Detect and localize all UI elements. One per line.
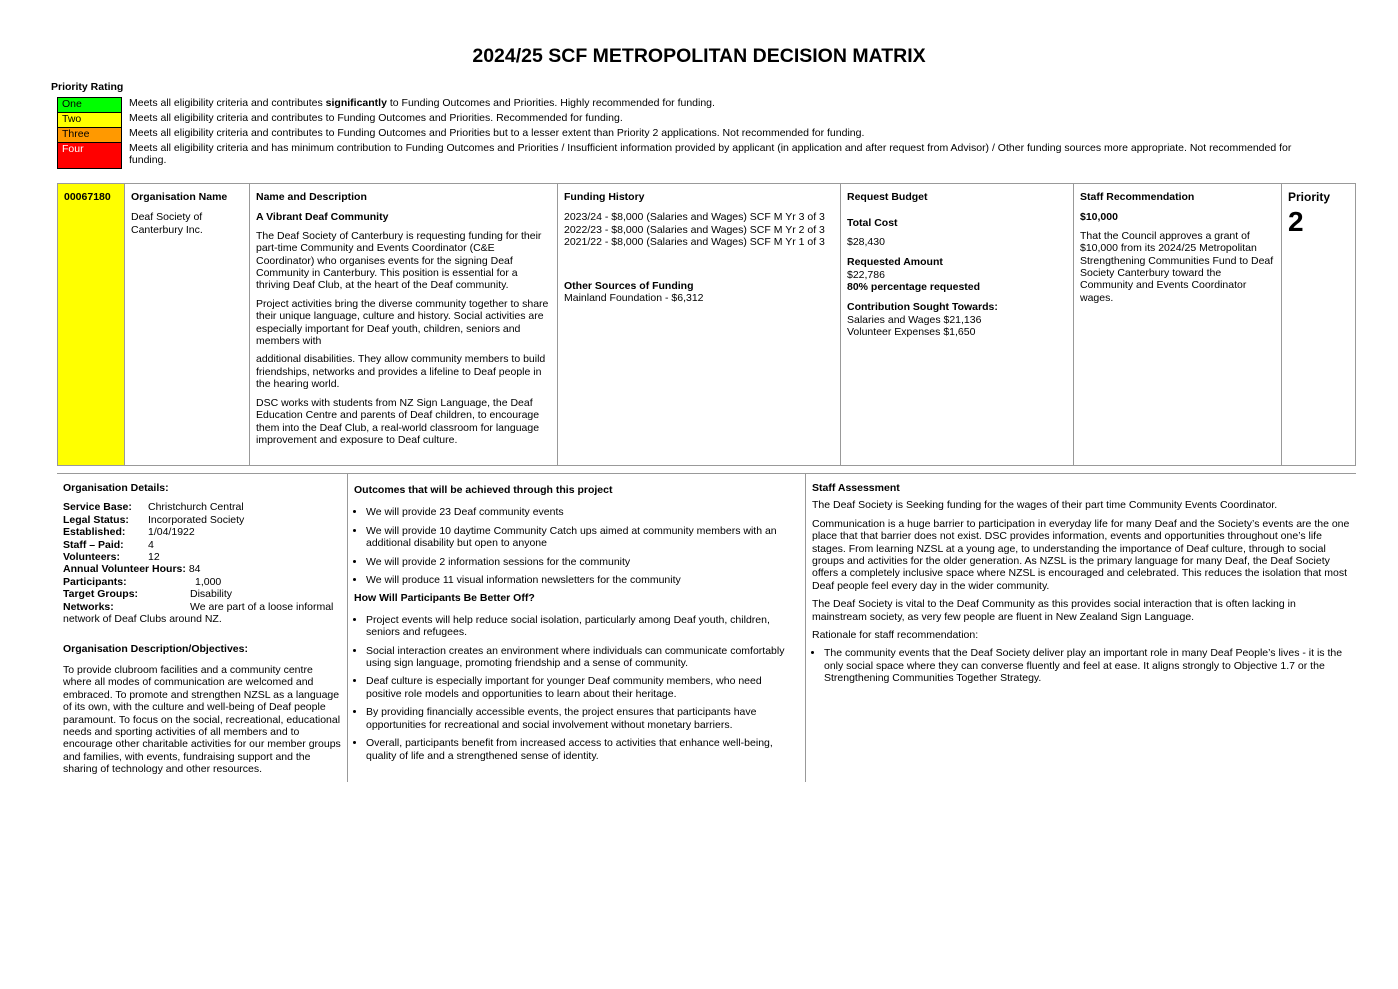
detail-row: Service Base: Christchurch Central bbox=[63, 501, 244, 514]
description-paragraph: additional disabilities. They allow community members to build friendships, networks and provides a lifeline to Deaf people in the hearing world. bbox=[256, 353, 546, 391]
details-section bbox=[57, 473, 1356, 782]
org-name: Deaf Society of Canterbury Inc. bbox=[131, 211, 203, 236]
contribution-label: Contribution Sought Towards: bbox=[847, 301, 998, 314]
target-groups: Target Groups: Disability bbox=[63, 588, 233, 601]
description-header: Name and Description bbox=[256, 191, 367, 203]
priority-text-three: Meets all eligibility criteria and contributes to Funding Outcomes and Priorities but to a lesser extent than Priority 2 applications. Not recommended for funding. bbox=[129, 127, 865, 139]
priority-level-four bbox=[57, 142, 1317, 169]
list-item: • By providing financially accessible events, the project ensures that participants have opportunities for recreational and social involvement without monetary barriers. bbox=[366, 706, 799, 731]
project-name: A Vibrant Deaf Community bbox=[256, 211, 389, 224]
assessment-paragraph: Rationale for staff recommendation: bbox=[812, 629, 979, 642]
list-item: • We will provide 2 information sessions for the community bbox=[366, 556, 799, 568]
list-item: • We will produce 11 visual information newsletters for the community bbox=[366, 574, 799, 586]
funding-history-item: 2023/24 - $8,000 (Salaries and Wages) SCF M Yr 3 of 3 bbox=[564, 211, 825, 224]
outcomes-list bbox=[354, 506, 799, 586]
org-details-heading: Organisation Details: bbox=[63, 482, 169, 494]
priority-column bbox=[1282, 184, 1355, 465]
objectives-text: To provide clubroom facilities and a community centre where all modes of communication are welcomed and embraced. To promote and strengthen NZSL as a language of its own, with the culture and well-being of Deaf people paramount. To focus on the social, recreational, educational needs and sporting activities of all members and to encourage other charitable activities for our member groups and families, with events, fundraising support and the sharing of technology and other resources. bbox=[63, 663, 341, 776]
funding-history-header: Funding History bbox=[564, 191, 645, 203]
description-paragraph: DSC works with students from NZ Sign Language, the Deaf Education Centre and parents of Deaf children, to encourage them into the Deaf Club, a real-world classroom for language improvement and exposure to Deaf culture. bbox=[256, 396, 540, 446]
list-item: • We will provide 10 daytime Community Catch ups aimed at community members with an additional disability but open to anyone bbox=[366, 525, 799, 550]
priority-text-one: Meets all eligibility criteria and contributes significantly to Funding Outcomes and Priorities. Highly recommended for funding. bbox=[129, 97, 715, 109]
assessment-paragraph: The Deaf Society is vital to the Deaf Community as this provides social interaction that is often lacking in mainstream society, as very few people are fluent in New Zealand Sign Language. bbox=[812, 598, 1296, 623]
application-id: 00067180 bbox=[58, 184, 125, 465]
priority-value: 2 bbox=[1288, 206, 1304, 238]
detail-row: Established: 1/04/1922 bbox=[63, 526, 195, 539]
priority-level-three bbox=[57, 127, 1317, 142]
contribution-item: Salaries and Wages $21,136 bbox=[847, 313, 982, 326]
budget-column bbox=[841, 184, 1074, 465]
requested-amount-label: Requested Amount bbox=[847, 256, 943, 269]
annual-volunteer-hours: Annual Volunteer Hours: 84 bbox=[63, 563, 201, 576]
detail-row: Staff – Paid: 4 bbox=[63, 538, 154, 551]
other-funding-item: Mainland Foundation - $6,312 bbox=[564, 292, 704, 305]
page-title: 2024/25 SCF METROPOLITAN DECISION MATRIX bbox=[472, 45, 926, 67]
list-item: • Deaf culture is especially important for younger Deaf community members, who need positive role models and opportunities to learn about their heritage. bbox=[366, 675, 799, 700]
funding-column bbox=[558, 184, 841, 465]
list-item: • The community events that the Deaf Society deliver play an important role in many Deaf People’s lives - it is the only social space where they can converse fluently and feel at ease. It aligns strongly to Objective 1.7 or the Strengthening Communities Together Strategy. bbox=[824, 647, 1350, 684]
priority-level-two bbox=[57, 112, 1317, 127]
staff-recommendation-text: That the Council approves a grant of $10,000 from its 2024/25 Metropolitan Strengthening Communities Fund to Deaf Society Canterbury toward the Community and Events Coordinator wages. bbox=[1080, 229, 1274, 304]
list-item: • Social interaction creates an environment where individuals can communicate comfortably using sign language, promoting friendship and a sense of community. bbox=[366, 645, 799, 670]
staff-recommendation-header: Staff Recommendation bbox=[1080, 191, 1195, 203]
organisation-details bbox=[57, 474, 348, 782]
priority-swatch-four: Four bbox=[57, 142, 122, 169]
detail-row: Legal Status: Incorporated Society bbox=[63, 513, 245, 526]
priority-text-two: Meets all eligibility criteria and contributes to Funding Outcomes and Priorities. Recommended for funding. bbox=[129, 112, 623, 124]
priority-swatch-three: Three bbox=[57, 127, 122, 142]
priority-rating-heading: Priority Rating bbox=[51, 81, 124, 93]
description-paragraph: Project activities bring the diverse community together to share their unique language, culture and history. Social activities are especially important for Deaf youth, children, seniors and members with bbox=[256, 297, 549, 348]
priority-level-one bbox=[57, 97, 1317, 112]
total-cost-value: $28,430 bbox=[847, 235, 885, 248]
participants: Participants: 1,000 bbox=[63, 575, 222, 588]
budget-header: Request Budget bbox=[847, 191, 928, 203]
org-name-header: Organisation Name bbox=[131, 191, 228, 203]
percentage-requested: 80% percentage requested bbox=[847, 281, 981, 294]
description-column bbox=[250, 184, 558, 465]
list-item: • We will provide 23 Deaf community events bbox=[366, 506, 799, 518]
list-item: • Overall, participants benefit from increased access to activities that enhance well-being, quality of life and a strengthened sense of identity. bbox=[366, 737, 799, 762]
staff-assessment-heading: Staff Assessment bbox=[812, 482, 900, 494]
objectives-heading: Organisation Description/Objectives: bbox=[63, 643, 248, 656]
list-item: • Project events will help reduce social isolation, particularly among Deaf youth, children, seniors and refugees. bbox=[366, 614, 799, 639]
networks: Networks: We are part of a loose informal network of Deaf Clubs around NZ. bbox=[63, 600, 334, 626]
staff-recommendation-column bbox=[1074, 184, 1282, 465]
staff-assessment-column bbox=[806, 474, 1356, 782]
priority-swatch-two: Two bbox=[57, 112, 122, 127]
priority-label: Priority bbox=[1288, 190, 1331, 204]
requested-amount-value: $22,786 bbox=[847, 268, 885, 281]
outcomes-column bbox=[348, 474, 806, 782]
organisation-column bbox=[125, 184, 250, 465]
priority-text-four: Meets all eligibility criteria and has minimum contribution to Funding Outcomes and Priorities / Insufficient information provided by applicant (in application and after request from Advisor) / Other funding sources more appropriate. Not recommended for funding. bbox=[129, 142, 1292, 167]
assessment-paragraph: The Deaf Society is Seeking funding for the wages of their part time Community Events Coordinator. bbox=[812, 499, 1278, 512]
priority-legend bbox=[57, 97, 1317, 169]
assessment-paragraph: Communication is a huge barrier to participation in everyday life for many Deaf and the Society’s events are the one place that that barrier does not exist. DSC provides information, events and opportunities throughout one’s life stages. From learning NZSL at a young age, to understanding the importance of Deaf culture, through to social groups and activities for the older generation. As NZSL is the primary language for many Deaf, the Deaf Society offers a completely inclusive space where NZSL is encouraged and celebrated. This reduces the isolation that most Deaf people feel every day in the wider community. bbox=[812, 517, 1350, 592]
other-funding-header: Other Sources of Funding bbox=[564, 279, 694, 292]
better-off-heading: How Will Participants Be Better Off? bbox=[354, 592, 535, 605]
total-cost-label: Total Cost bbox=[847, 217, 898, 230]
better-off-list bbox=[354, 614, 799, 762]
funding-history-item: 2021/22 - $8,000 (Salaries and Wages) SCF M Yr 1 of 3 bbox=[564, 236, 825, 249]
priority-swatch-one: One bbox=[57, 97, 122, 112]
rationale-list bbox=[812, 647, 1350, 684]
application-table bbox=[57, 183, 1356, 466]
staff-recommended-amount: $10,000 bbox=[1080, 211, 1118, 224]
contribution-item: Volunteer Expenses $1,650 bbox=[847, 326, 976, 339]
detail-row: Volunteers: 12 bbox=[63, 551, 160, 564]
description-paragraph: The Deaf Society of Canterbury is requesting funding for their part-time Community and Events Coordinator (C&E Coordinator) who organises events for the signing Deaf Community in Canterbury. This position is essential for a thriving Deaf Club, at the heart of the Deaf community. bbox=[256, 229, 542, 292]
outcomes-heading: Outcomes that will be achieved through this project bbox=[354, 484, 613, 496]
funding-history-item: 2022/23 - $8,000 (Salaries and Wages) SCF M Yr 2 of 3 bbox=[564, 223, 825, 236]
